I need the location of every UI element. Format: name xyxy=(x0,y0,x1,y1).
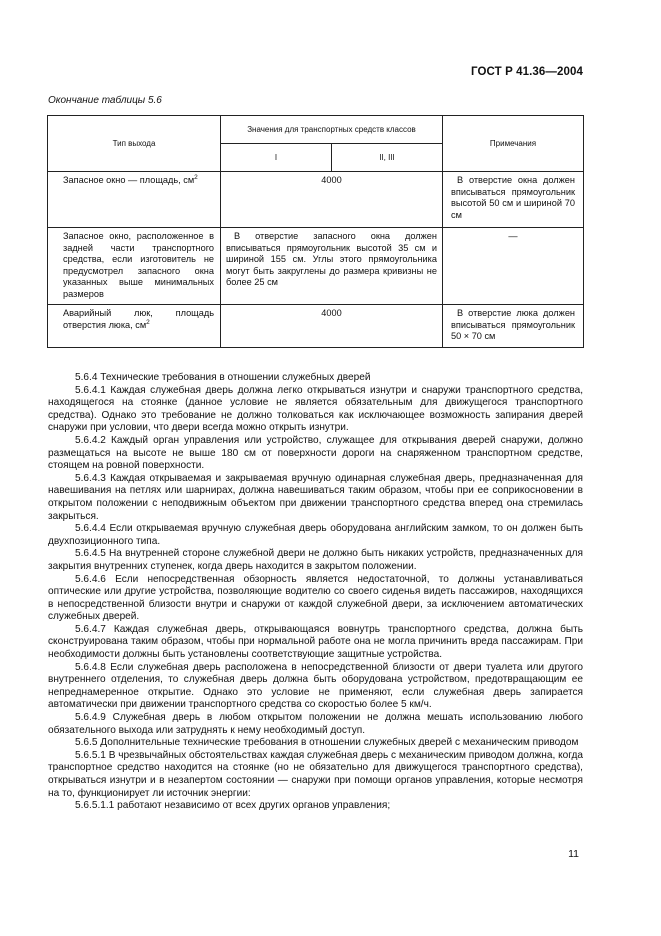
table-row xyxy=(48,305,584,348)
header-class-2-3: II, III xyxy=(332,144,443,172)
table-row xyxy=(48,172,584,228)
row-value: 4000 xyxy=(221,305,443,348)
header-notes: Примечания xyxy=(443,116,584,172)
paragraph: 5.6.4 Технические требования в отношении служебных дверей xyxy=(75,372,371,383)
page-number: 11 xyxy=(568,848,579,860)
row-value: В отверстие запасного окна должен вписываться прямоугольник высотой 35 см и шириной 155 см. Углы этого прямоугольника могут быть закруглены до размера кривизны не более 25 см xyxy=(221,228,443,305)
paragraph: 5.6.4.7 Каждая служебная дверь, открывающаяся вовнутрь транспортного средства, должна быть сконструирована таким образом, чтобы при нормальной работе она не могла причинить вреда пассажирам. При необходимости должны быть установлены соответствующие защитные устройства. xyxy=(48,623,583,661)
paragraph: 5.6.4.6 Если непосредственная обзорность является недостаточной, то должны устанавливаться оптические или другие устройства, позволяющие водителю со своего сиденья видеть пассажиров, находящихся в непосредственной близости внутри и снаружи от каждой служебной двери, за исключением автоматических служебных дверей. xyxy=(48,573,583,623)
row-type: Запасное окно, расположенное в задней части транспортного средства, если изготовитель не предусмотрел запасного окна указанных выше минимальных размеров xyxy=(48,228,221,305)
document-code: ГОСТ Р 41.36—2004 xyxy=(471,66,583,78)
row-type: Аварийный люк, площадь отверстия люка, $см^2$ xyxy=(48,305,221,348)
row-note: В отверстие окна должен вписываться прямоугольник высотой 50 см и шириной 70 см xyxy=(443,172,584,228)
table-caption: Окончание таблицы 5.6 xyxy=(48,95,162,106)
paragraph: 5.6.4.5 На внутренней стороне служебной двери не должно быть никаких устройств, предназначенных для закрытия внутренних ступенек, когда дверь находится в закрытом положении. xyxy=(48,548,583,572)
paragraph: 5.6.4.8 Если служебная дверь расположена в непосредственной близости от двери туалета или другого внутреннего отделения, то служебная дверь должна быть оборудована устройством, предотвращающим ее непреднамеренное открытие. Однако это условие не применяют, если служебная дверь запирается автоматически при движении транспортного средства со скоростью более 5 км/ч. xyxy=(48,661,583,711)
table-row xyxy=(48,228,584,305)
paragraph: 5.6.4.4 Если открываемая вручную служебная дверь оборудована английским замком, то он должен быть двухпозиционного типа. xyxy=(48,523,583,547)
paragraph: 5.6.5 Дополнительные технические требования в отношении служебных дверей с механическим приводом xyxy=(75,737,579,749)
header-class-1: I xyxy=(221,144,332,172)
header-values: Значения для транспортных средств классов xyxy=(221,116,443,144)
row-type: Запасное окно — площадь, $см^2$ xyxy=(48,172,221,228)
row-note: В отверстие люка должен вписываться прямоугольник 50 × 70 см xyxy=(443,305,584,348)
paragraph: 5.6.5.1.1 работают независимо от всех других органов управления; xyxy=(75,800,391,812)
paragraph: 5.6.4.1 Каждая служебная дверь должна легко открываться изнутри и снаружи транспортного средства, находящегося на стоянке (данное условие не является обязательным для движущегося транспортного средства). Однако это требование не должно толковаться как исключающее возможность запирания дверей снаружи при условии, что двери всегда можно открыть изнутри. xyxy=(48,384,583,434)
paragraph: 5.6.4.2 Каждый орган управления или устройство, служащее для открывания дверей снаружи, должно размещаться на высоте не выше 180 см от поверхности дороги на снаряженном транспортном средстве, стоящем на ровной поверхности. xyxy=(48,434,583,472)
requirements-table xyxy=(47,115,584,348)
paragraph: 5.6.5.1 В чрезвычайных обстоятельствах каждая служебная дверь с механическим приводом должна, когда транспортное средство находится на стоянке (но не обязательно для движущегося транспортного средства), открываться изнутри и в незапертом состоянии — снаружи при помощи органов управления, которые несмотря на то, функционирует ли источник энергии: xyxy=(48,749,583,799)
table-header-row xyxy=(48,116,584,144)
row-note: — xyxy=(443,228,584,305)
row-value: 4000 xyxy=(221,172,443,228)
paragraph: 5.6.4.3 Каждая открываемая и закрываемая вручную одинарная служебная дверь, предназначенная для навешивания на петлях или шарнирах, должна навешиваться таким образом, чтобы при ее соприкосновении в открытом положении с неподвижным объектом при движении транспортного средства вперед она стремилась закрыться. xyxy=(48,472,583,522)
body-text xyxy=(48,372,583,813)
paragraph: 5.6.4.9 Служебная дверь в любом открытом положении не должна мешать использованию любого обязательного выхода или затруднять к нему необходимый доступ. xyxy=(48,712,583,736)
header-exit-type: Тип выхода xyxy=(48,116,221,172)
